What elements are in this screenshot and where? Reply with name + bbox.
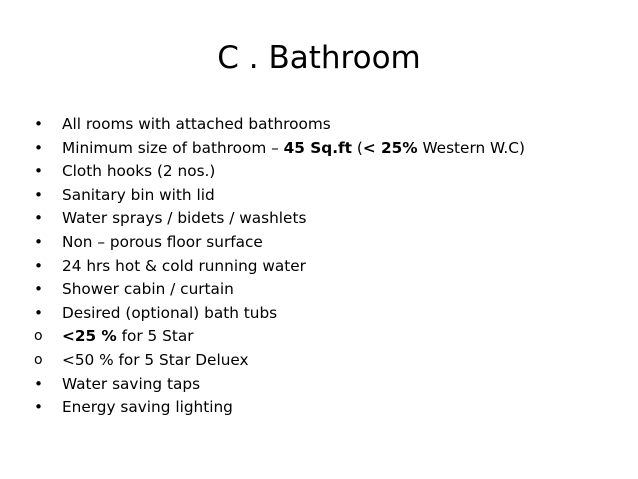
sub-bullet-marker: o: [34, 328, 43, 345]
text-run: Desired (optional) bath tubs: [62, 303, 278, 322]
text-run: Western W.C): [417, 138, 525, 157]
list-item-text: [62, 325, 194, 349]
text-run: Water saving taps: [62, 374, 201, 393]
bullet-marker: •: [34, 232, 44, 251]
text-run: Shower cabin / curtain: [62, 280, 234, 299]
list-item-text: [62, 278, 234, 302]
list-item-text: [62, 231, 263, 255]
list-item-text: [62, 184, 215, 208]
bullet-marker: •: [34, 303, 44, 322]
list-item-text: [62, 373, 200, 397]
list-item-text: [62, 113, 331, 137]
bullet-marker: •: [34, 209, 44, 228]
text-run: 24 hrs hot & cold running water: [62, 256, 306, 275]
text-run: Sanitary bin with lid: [62, 185, 215, 204]
list-item-text: [62, 160, 215, 184]
bullet-marker: •: [34, 185, 44, 204]
bullet-marker: •: [34, 398, 44, 417]
list-item-text: [62, 349, 249, 373]
text-run: Cloth hooks (2 nos.): [62, 162, 216, 181]
bullet-marker: •: [34, 374, 44, 393]
bullet-marker: •: [34, 280, 44, 299]
list-item-text: [62, 255, 306, 279]
bullet-marker: •: [34, 138, 44, 157]
list-item-text: [62, 207, 306, 231]
text-run: Non – porous floor surface: [62, 232, 263, 251]
list-item-text: [62, 137, 525, 161]
list-item-text: [62, 396, 233, 420]
slide-title: C . Bathroom: [217, 40, 421, 76]
text-run: Water sprays / bidets / washlets: [62, 209, 307, 228]
text-run: for 5 Star: [116, 327, 194, 346]
bold-text: < 25%: [362, 138, 418, 157]
text-run: All rooms with attached bathrooms: [62, 115, 331, 133]
bullet-marker: •: [34, 162, 44, 181]
bold-text: <25 %: [62, 327, 117, 346]
bullet-marker: •: [34, 115, 44, 133]
bullet-marker: •: [34, 256, 44, 275]
list-item-text: [62, 302, 277, 326]
text-run: Minimum size of bathroom –: [62, 138, 284, 157]
sub-bullet-marker: o: [34, 351, 43, 368]
text-run: <50 % for 5 Star Deluex: [62, 350, 249, 369]
bold-text: 45 Sq.ft: [283, 138, 352, 157]
text-run: Energy saving lighting: [62, 398, 233, 417]
text-run: (: [351, 138, 363, 157]
